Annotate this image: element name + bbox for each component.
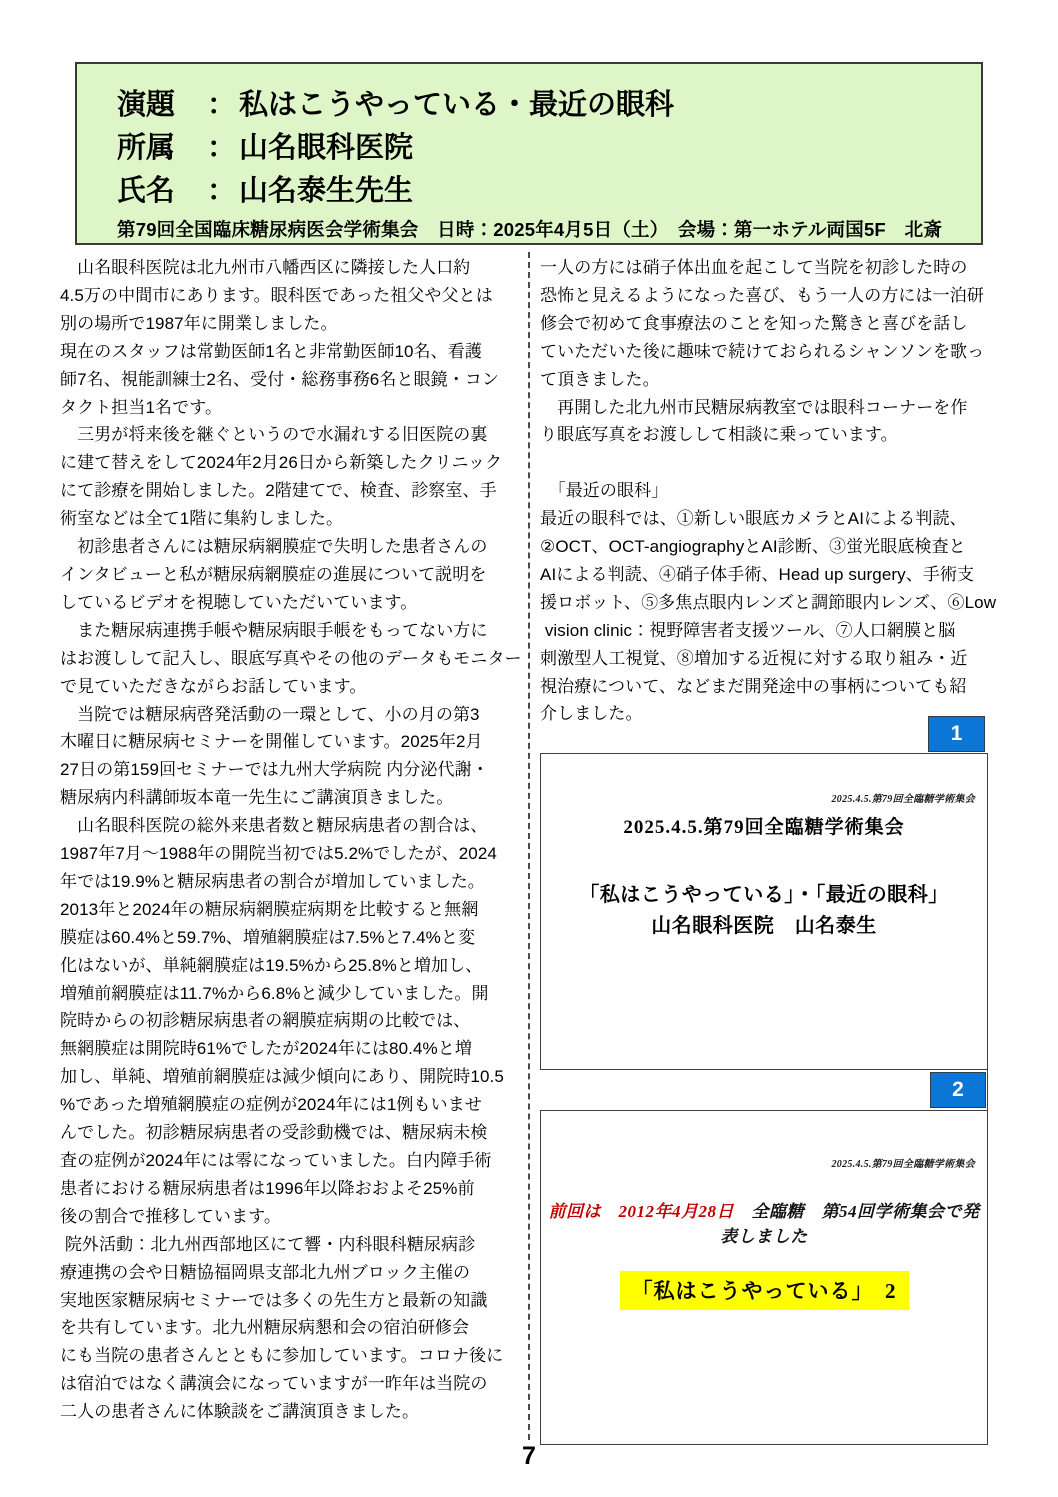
text-line: んでした。初診糖尿病患者の受診動機では、糖尿病未検	[60, 1123, 488, 1143]
text-line: 修会で初めて食事療法のことを知った驚きと喜びを話し	[540, 313, 968, 333]
text-line: 「最近の眼科」	[540, 481, 669, 501]
slide-connector-line	[987, 1069, 988, 1111]
header-box	[75, 62, 983, 245]
text-line: vision clinic：視野障害者支援ツール、⑦人口網膜と脳	[540, 620, 956, 640]
header-row-label: 氏名	[117, 175, 176, 207]
text-line: 後の割合で推移しています。	[60, 1206, 281, 1226]
header-title-rows	[117, 84, 981, 213]
text-line: 当院では糖尿病啓発活動の一環として、小の月の第3	[60, 704, 480, 724]
text-line: 実地医家糖尿病セミナーでは多くの先生方と最新の知識	[60, 1290, 488, 1310]
text-line: は宿泊ではなく講演会になっていますが一昨年は当院の	[60, 1374, 488, 1394]
text-line: 患者における糖尿病患者は1996年以降おおよそ25%前	[60, 1178, 475, 1198]
header-row-label: 所属	[117, 132, 176, 164]
text-line: て頂きました。	[540, 369, 660, 389]
slide-thumbnail-2	[540, 1110, 988, 1445]
text-line: 年では19.9%と糖尿病患者の割合が増加していました。	[60, 871, 485, 891]
text-line: 療連携の会や日糖協福岡県支部北九州ブロック主催の	[60, 1262, 471, 1282]
slide-title	[541, 880, 987, 942]
slide-corner-note: 2025.4.5.第79回全臨糖学術集会	[831, 794, 975, 805]
text-line: 一人の方には硝子体出血を起こして当院を初診した時の	[540, 258, 968, 277]
slide-highlight-title: 「私はこうやっている」 2	[620, 1271, 909, 1310]
text-line: 別の場所で1987年に開業しました。	[60, 313, 338, 333]
text-line: 初診患者さんには糖尿病網膜症で失明した患者さんの	[60, 537, 488, 557]
left-column	[60, 254, 522, 1426]
text-line: ていただいた後に趣味で続けておられるシャンソンを歌っ	[540, 341, 985, 361]
text-line: 27日の第159回セミナーでは九州大学病院 内分泌代謝・	[60, 760, 489, 780]
text-line: 糖尿病内科講師坂本竜一先生にご講演頂きました。	[60, 788, 454, 808]
text-line: 山名眼科医院は北九州市八幡西区に隣接した人口約	[60, 258, 471, 277]
text-line: 三男が将来後を継ぐというので水漏れする旧医院の裏	[60, 425, 488, 445]
text-line: に建て替えをして2024年2月26日から新築したクリニック	[60, 453, 503, 473]
slide-title-line2: 山名眼科医院 山名泰生	[651, 915, 877, 937]
slide-number-badge-2: 2	[930, 1072, 986, 1108]
text-line: 院時からの初診糖尿病患者の網膜症病期の比較では、	[60, 1011, 471, 1031]
text-line: で見ていただきながらお話しています。	[60, 676, 367, 696]
slide-title-line1: 「私はこうやっている」・「最近の眼科」	[579, 884, 949, 906]
text-line: インタビューと私が糖尿病網膜症の進展について説明を	[60, 564, 487, 584]
text-line: 4.5万の中間市にあります。眼科医であった祖父や父とは	[60, 285, 493, 305]
slide-highlight-wrap	[541, 1271, 987, 1310]
header-row-colon: ：	[207, 132, 237, 164]
text-line: 査の症例が2024年には零になっていました。白内障手術	[60, 1151, 492, 1170]
text-line: 恐怖と見えるようになった喜び、もう一人の方には一泊研	[540, 285, 984, 305]
text-line: 増殖前網膜症は11.7%から6.8%と減少していました。開	[60, 983, 489, 1003]
text-line: 援ロボット、⑤多焦点眼内レンズと調節眼内レンズ、⑥Low	[540, 592, 997, 612]
slide-heading: 2025.4.5.第79回全臨糖学術集会	[623, 817, 905, 838]
text-line: 現在のスタッフは常勤医師1名と非常勤医師10名、看護	[60, 341, 482, 361]
text-line: を共有しています。北九州糖尿病懇和会の宿泊研修会	[60, 1318, 470, 1338]
text-line: 膜症は60.4%と59.7%、増殖網膜症は7.5%と7.4%と変	[60, 927, 476, 947]
text-line: 山名眼科医院の総外来患者数と糖尿病患者の割合は、	[60, 816, 488, 836]
text-line: 刺激型人工視覚、⑧増加する近視に対する取り組み・近	[540, 648, 968, 668]
slide-note-rest: 全臨糖 第54回学術集会で発表しました	[720, 1202, 980, 1246]
slide-corner-note: 2025.4.5.第79回全臨糖学術集会	[831, 1159, 975, 1170]
header-row-colon: ：	[207, 89, 237, 121]
slide-note-date: 前回は 2012年4月28日	[548, 1202, 734, 1221]
text-line: 2013年と2024年の糖尿病網膜症病期を比較すると無網	[60, 899, 479, 919]
header-row-colon: ：	[207, 175, 237, 207]
text-line: 化はないが、単純網膜症は19.5%から25.8%と増加し、	[60, 955, 483, 975]
text-line: 介しました。	[540, 704, 643, 724]
text-line: 最近の眼科では、①新しい眼底カメラとAIによる判読、	[540, 509, 967, 529]
slide-number-badge-1: 1	[928, 716, 985, 752]
header-row-value: 私はこうやっている・最近の眼科	[239, 89, 675, 121]
text-line: 木曜日に糖尿病セミナーを開催しています。2025年2月	[60, 732, 483, 752]
header-row	[117, 170, 981, 213]
column-divider	[528, 252, 530, 1440]
text-line: %であった増殖網膜症の症例が2024年には1例もいませ	[60, 1095, 482, 1115]
conference-meta: 第79回全国臨床糖尿病医会学術集会 日時：2025年4月5日（土） 会場：第一ホテル両国5F 北斎	[117, 219, 943, 240]
text-line: にも当院の患者さんとともに参加しています。コロナ後に	[60, 1346, 504, 1366]
text-line: 院外活動：北九州西部地区にて響・内科眼科糖尿病診	[60, 1234, 476, 1254]
text-line: にて診療を開始しました。2階建てで、検査、診察室、手	[60, 481, 497, 501]
text-line: タクト担当1名です。	[60, 397, 223, 417]
right-column	[540, 254, 997, 728]
text-line: ②OCT、OCT-angiographyとAI診断、③蛍光眼底検査と	[540, 537, 966, 557]
slide-previous-note	[541, 1197, 987, 1247]
text-line: しているビデオを視聴していただいています。	[60, 592, 418, 612]
text-line	[540, 449, 992, 477]
text-line: 無網膜症は開院時61%でしたが2024年には80.4%と増	[60, 1039, 472, 1059]
text-line: 1987年7月～1988年の開院当初では5.2%でしたが、2024	[60, 844, 497, 864]
page-number: 7	[522, 1442, 536, 1470]
text-line: 二人の患者さんに体験談をご講演頂きました。	[60, 1402, 420, 1422]
text-line: り眼底写真をお渡しして相談に乗っています。	[540, 425, 898, 445]
text-line: 加し、単純、増殖前網膜症は減少傾向にあり、開院時10.5	[60, 1067, 504, 1087]
header-row	[117, 127, 981, 170]
slide-thumbnail-1	[540, 753, 988, 1070]
text-line: 術室などは全て1階に集約しました。	[60, 509, 344, 529]
text-line: また糖尿病連携手帳や糖尿病眼手帳をもってない方に	[60, 620, 488, 640]
text-line: はお渡しして記入し、眼底写真やその他のデータもモニター	[60, 648, 522, 668]
header-row-label: 演題	[117, 89, 176, 121]
text-line: 再開した北九州市民糖尿病教室では眼科コーナーを作	[540, 397, 968, 417]
text-line: AIによる判読、④硝子体手術、Head up surgery、手術支	[540, 564, 975, 584]
header-row-value: 山名泰生先生	[239, 175, 414, 207]
text-line: 師7名、視能訓練士2名、受付・総務事務6名と眼鏡・コン	[60, 369, 500, 389]
header-row-value: 山名眼科医院	[239, 132, 414, 164]
text-line: 視治療について、などまだ開発途中の事柄についても紹	[540, 676, 967, 696]
header-row	[117, 84, 981, 127]
